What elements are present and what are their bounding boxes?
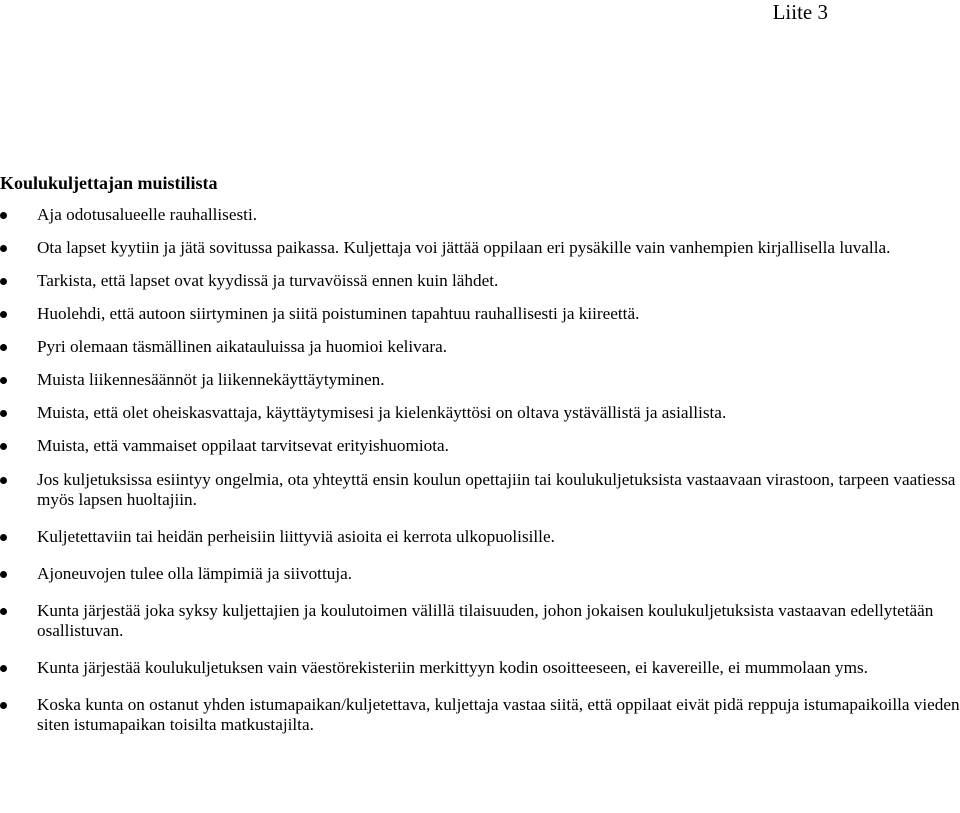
list-item-text: Jos kuljetuksissa esiintyy ongelmia, ota yhteyttä ensin koulun opettajiin tai koulukuljetuksista vastaavaan virastoon, tarpeen vaatiessa myös lapsen huoltajiin. — [37, 470, 956, 509]
list-item-text: Pyri olemaan täsmällinen aikatauluissa ja huomioi kelivara. — [37, 337, 447, 356]
list-item-text: Kuljetettaviin tai heidän perheisiin liittyviä asioita ei kerrota ulkopuolisille. — [37, 527, 555, 546]
bullet-icon — [0, 410, 7, 417]
list-item-text: Muista liikennesäännöt ja liikennekäyttäytyminen. — [37, 370, 385, 389]
list-item-text: Ota lapset kyytiin ja jätä sovitussa paikassa. Kuljettaja voi jättää oppilaan eri pysäkille vain vanhempien kirjallisella luvalla. — [37, 238, 891, 257]
list-item — [0, 436, 960, 456]
attachment-label: Liite 3 — [772, 0, 828, 24]
list-item — [0, 337, 960, 357]
bullet-icon — [0, 311, 7, 318]
bullet-icon — [0, 665, 7, 672]
list-item-text: Kunta järjestää koulukuljetuksen vain väestörekisteriin merkittyyn kodin osoitteeseen, ei kavereille, ei mummolaan yms. — [37, 658, 868, 677]
list-item — [0, 271, 960, 291]
list-item — [0, 695, 960, 735]
bullet-icon — [0, 245, 7, 252]
bullet-icon — [0, 278, 7, 285]
list-item — [0, 370, 960, 390]
list-item — [0, 205, 960, 225]
list-item — [0, 601, 960, 641]
bullet-icon — [0, 212, 7, 219]
bullet-icon — [0, 443, 7, 450]
checklist — [0, 205, 960, 748]
list-item-text: Kunta järjestää joka syksy kuljettajien ja koulutoimen välillä tilaisuuden, johon jokaisen koulukuljetuksista vastaavan edellytetään osallistuvan. — [37, 601, 934, 640]
list-item — [0, 304, 960, 324]
bullet-icon — [0, 377, 7, 384]
bullet-icon — [0, 534, 7, 541]
list-item — [0, 658, 960, 678]
list-item-text: Ajoneuvojen tulee olla lämpimiä ja siivottuja. — [37, 564, 353, 583]
bullet-icon — [0, 702, 7, 709]
bullet-icon — [0, 608, 7, 615]
list-item — [0, 238, 960, 258]
list-item-text: Muista, että olet oheiskasvattaja, käyttäytymisesi ja kielenkäyttösi on oltava ystävällistä ja asiallista. — [37, 403, 727, 422]
list-item-text: Huolehdi, että autoon siirtyminen ja siitä poistuminen tapahtuu rauhallisesti ja kiireettä. — [37, 304, 640, 323]
list-item-text: Tarkista, että lapset ovat kyydissä ja turvavöissä ennen kuin lähdet. — [37, 271, 499, 290]
bullet-icon — [0, 344, 7, 351]
list-item-text: Koska kunta on ostanut yhden istumapaikan/kuljetettava, kuljettaja vastaa siitä, että oppilaat eivät pidä reppuja istumapaikoilla vieden siten istumapaikan toisilta matkustajilta. — [37, 695, 960, 734]
list-item — [0, 564, 960, 584]
list-item-text: Muista, että vammaiset oppilaat tarvitsevat erityishuomiota. — [37, 436, 449, 455]
list-item-text: Aja odotusalueelle rauhallisesti. — [37, 205, 258, 224]
list-item — [0, 403, 960, 423]
bullet-icon — [0, 571, 7, 578]
list-item — [0, 527, 960, 547]
list-item — [0, 470, 960, 510]
bullet-icon — [0, 477, 7, 484]
document-title: Koulukuljettajan muistilista — [0, 173, 218, 193]
